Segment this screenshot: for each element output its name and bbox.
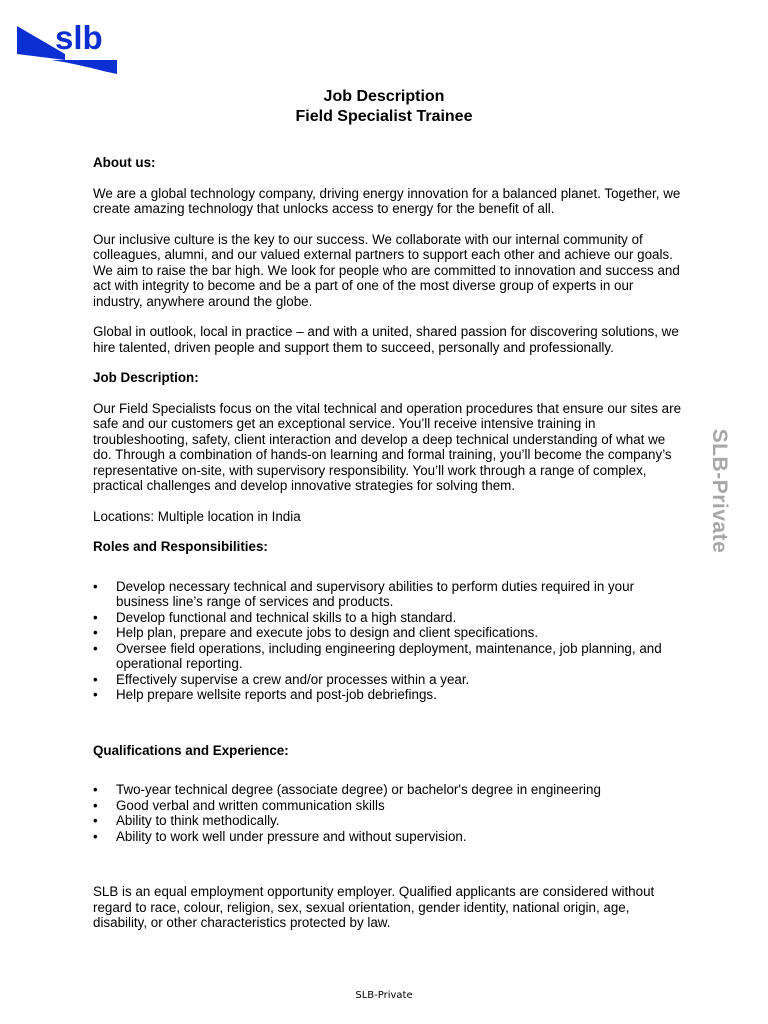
slb-logo-mark <box>17 20 119 74</box>
list-item <box>93 641 683 672</box>
roles-item-text: Develop functional and technical skills to a high standard. <box>116 609 457 625</box>
about-paragraph-1: We are a global technology company, driving energy innovation for a balanced planet. Together, we create amazing technology that unlocks access to energy for the benefit of all. <box>93 185 681 216</box>
qualifications-item-text: Ability to think methodically. <box>116 813 280 828</box>
list-item <box>93 625 683 641</box>
bullet-icon: • <box>93 687 98 702</box>
qualifications-item-text: Two-year technical degree (associate degree) or bachelor's degree in engineering <box>116 782 601 797</box>
bullet-icon: • <box>93 640 98 656</box>
list-item <box>93 687 683 703</box>
title-line-1: Job Description <box>323 88 445 105</box>
qualifications-item-text: Ability to work well under pressure and without supervision. <box>116 828 467 844</box>
logo-text: slb <box>55 20 103 56</box>
list-item <box>93 829 683 845</box>
classification-side-label: SLB-Private <box>708 428 731 554</box>
job-description-paragraph: Our Field Specialists focus on the vital technical and operation procedures that ensure our sites are safe and our customers get an exceptional service. You’ll receive intensive training in troubleshooting, safety, client interaction and develop a deep technical understanding of what we do. Through a combination of hands-on learning and formal training, you’ll become the company’s representative on-site, with supervisory responsibility. You’ll work through a range of complex, practical challenges and develop innovative strategies for solving them. <box>93 400 682 493</box>
bullet-icon: • <box>93 828 98 844</box>
equal-opportunity-statement: SLB is an equal employment opportunity employer. Qualified applicants are considered without regard to race, colour, religion, sex, sexual orientation, gender identity, national origin, age, disability, or other characteristics protected by law. <box>93 884 655 930</box>
bullet-icon: • <box>93 625 98 640</box>
slb-logo <box>17 20 119 74</box>
roles-item-text: Help prepare wellsite reports and post-job debriefings. <box>116 687 437 702</box>
bullet-icon: • <box>93 578 98 594</box>
document-body <box>93 155 683 931</box>
job-description-heading: Job Description: <box>93 370 199 385</box>
qualifications-heading: Qualifications and Experience: <box>93 742 289 758</box>
list-item <box>93 610 683 626</box>
title-line-2: Field Specialist Trainee <box>295 108 473 125</box>
bullet-icon: • <box>93 782 98 797</box>
list-item <box>93 672 683 688</box>
about-heading: About us: <box>93 155 156 170</box>
list-item <box>93 813 683 829</box>
bullet-icon: • <box>93 813 98 828</box>
roles-heading: Roles and Responsibilities: <box>93 539 268 554</box>
bullet-icon: • <box>93 609 98 625</box>
locations-text: Locations: Multiple location in India <box>93 508 301 524</box>
roles-item-text: Effectively supervise a crew and/or processes within a year. <box>116 671 470 687</box>
qualifications-item-text: Good verbal and written communication skills <box>116 797 385 813</box>
about-paragraph-2: Our inclusive culture is the key to our success. We collaborate with our internal community of colleagues, alumni, and our valued external partners to support each other and achieve our goals. We aim to raise the bar high. We look for people who are committed to innovation and success and act with integrity to become and be a part of one of the most diverse group of experts in our industry, anywhere around the globe. <box>93 231 680 309</box>
roles-list <box>93 579 683 703</box>
qualifications-list <box>93 782 683 844</box>
bullet-icon: • <box>93 797 98 813</box>
document-title <box>0 87 768 127</box>
list-item <box>93 579 683 610</box>
footer-classification: SLB-Private <box>355 990 413 1001</box>
roles-item-text: Develop necessary technical and supervisory abilities to perform duties required in your business line’s range of services and products. <box>116 578 635 609</box>
about-paragraph-3: Global in outlook, local in practice – and with a united, shared passion for discovering solutions, we hire talented, driven people and support them to succeed, personally and professionally. <box>93 324 679 355</box>
roles-item-text: Help plan, prepare and execute jobs to design and client specifications. <box>116 625 539 640</box>
list-item <box>93 782 683 798</box>
list-item <box>93 798 683 814</box>
roles-item-text: Oversee field operations, including engineering deployment, maintenance, job planning, and operational reporting. <box>116 640 662 671</box>
bullet-icon: • <box>93 671 98 687</box>
